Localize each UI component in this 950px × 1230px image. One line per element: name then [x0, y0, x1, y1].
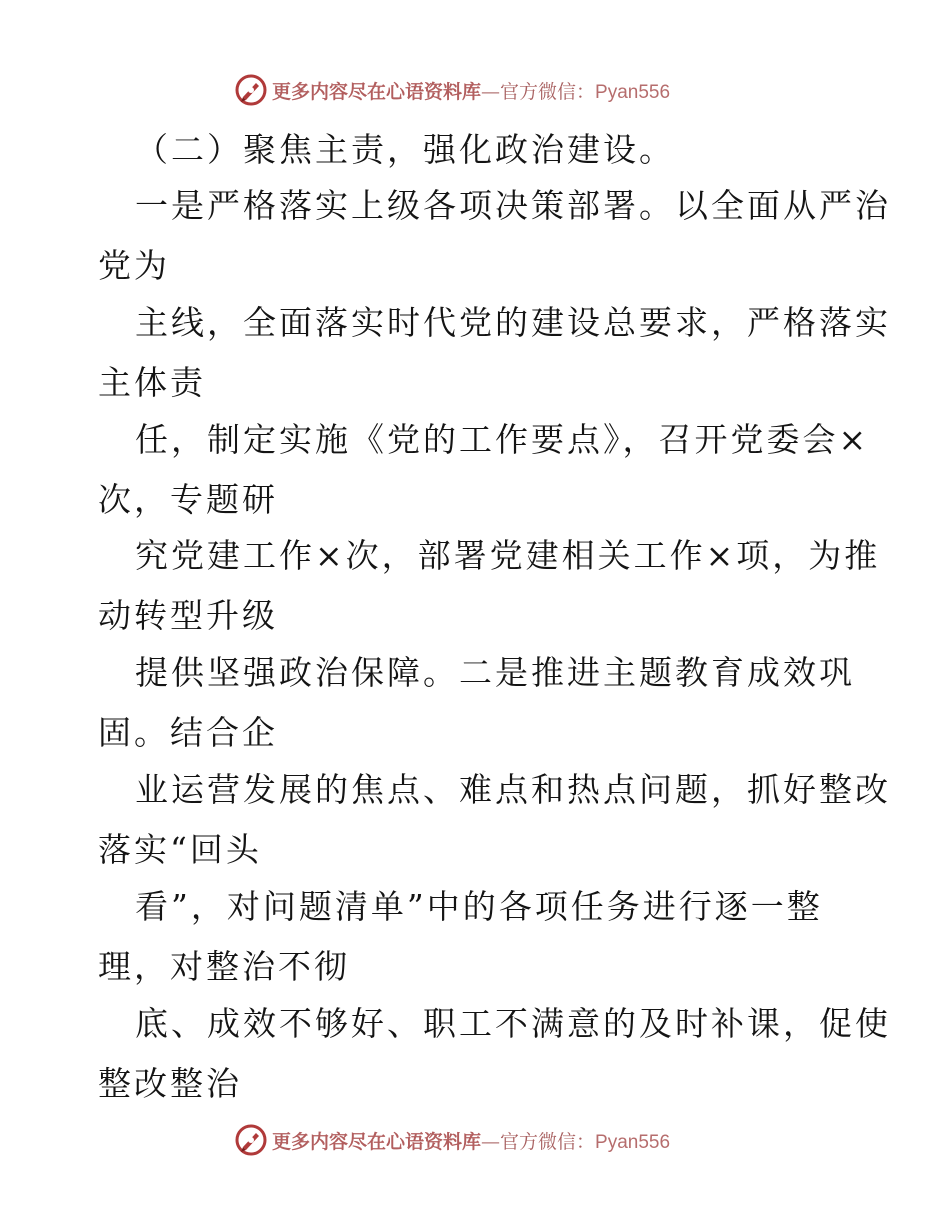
pen-logo-icon [234, 1123, 268, 1157]
text-line: 一是严格落实上级各项决策部署。以全面从严治 [135, 186, 891, 225]
watermark-separator: — [481, 80, 501, 103]
text-line: （二）聚焦主责，强化政治建设。 [135, 130, 675, 169]
text-line: 底、成效不够好、职工不满意的及时补课，促使 [135, 1004, 891, 1043]
text-line: 整改整治 [98, 1064, 242, 1103]
text-line: 党为 [98, 246, 170, 285]
watermark-text [272, 1127, 670, 1154]
text-line: 任，制定实施《党的工作要点》，召开党委会× [135, 420, 870, 459]
text-line: 业运营发展的焦点、难点和热点问题，抓好整改 [135, 770, 891, 809]
text-line: 提供坚强政治保障。二是推进主题教育成效巩 [135, 653, 855, 692]
text-line: 固。结合企 [98, 713, 278, 752]
watermark-banner-bottom [234, 1122, 754, 1158]
watermark-wechat-id: Pyan556 [595, 81, 671, 103]
watermark-brand: 更多内容尽在心语资料库 [272, 80, 482, 103]
watermark-wechat-label: 官方微信： [500, 1130, 596, 1153]
watermark-text [272, 77, 670, 104]
text-line: 究党建工作×次，部署党建相关工作×项，为推 [135, 536, 881, 575]
watermark-separator: — [481, 1130, 501, 1153]
watermark-wechat-label: 官方微信： [500, 80, 596, 103]
text-line: 主线，全面落实时代党的建设总要求，严格落实 [135, 303, 891, 342]
text-line: 理，对整治不彻 [98, 947, 350, 986]
text-line: 主体责 [98, 363, 206, 402]
text-line: 次，专题研 [98, 480, 278, 519]
text-line: 看”，对问题清单”中的各项任务进行逐一整 [135, 887, 823, 926]
text-line: 动转型升级 [98, 596, 278, 635]
watermark-wechat-id: Pyan556 [595, 1131, 671, 1153]
watermark-banner-top [234, 72, 754, 108]
pen-logo-icon [234, 73, 268, 107]
watermark-brand: 更多内容尽在心语资料库 [272, 1130, 482, 1153]
text-line: 落实“回头 [98, 830, 262, 869]
